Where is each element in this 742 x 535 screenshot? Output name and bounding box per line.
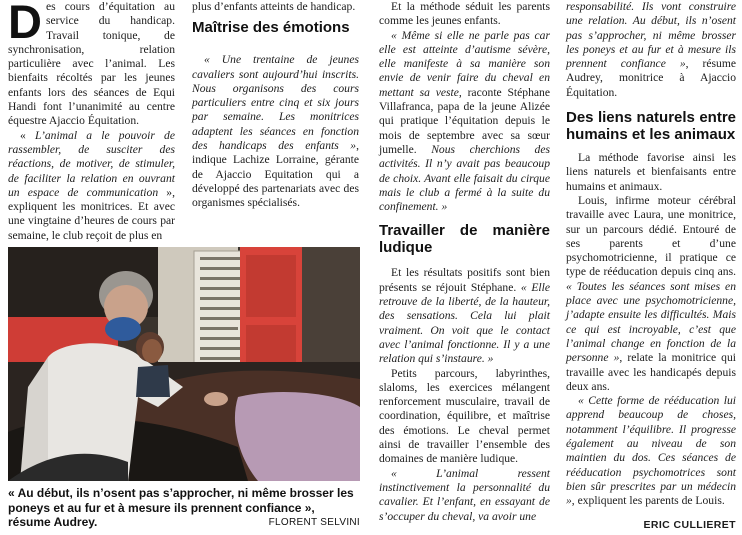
paragraph: « Une trentaine de jeunes cavaliers sont aujourd’hui inscrits. Nous organisons des cours particuliers entre cinq et six jours par semaine. Les monitrices adaptent les séances en fonction des handicaps des enfants », indique Lachize Lorraine, gérante de Ajaccio Equitation qui a développé des partenariats avec des organismes spécialisés. (192, 53, 359, 210)
subheading-ludique: Travailler de manière ludique (379, 222, 550, 257)
article-photo (8, 247, 360, 481)
paragraph: Et les résultats positifs sont bien présents se réjouit Stéphane. « Elle retrouve de la liberté, de la hauteur, des sensations. Cela lui plait vraiment. On voit que le contact avec l’animal fonctionne. Il y a une relation qui s’instaure. » (379, 266, 550, 366)
article-column-2 (192, 0, 359, 211)
paragraph: « L’animal ressent instinctivement la personnalité du cavalier. Et l’enfant, en essayant de s’occuper du cheval, va avoir une (379, 466, 550, 523)
paragraph: responsabilité. Ils vont construire une relation. Au début, ils n’osent pas s’approcher, ni même brosser les poneys et au fur et à mesure ils prennent confiance », résume Audrey, monitrice à Ajaccio Équitation. (566, 0, 736, 99)
photo-credit: FLORENT SELVINI (268, 517, 360, 528)
lead-paragraph: Des cours d’équitation au service du handicap. Travail tonique, de synchronisation, relation particulière avec l’animal. Les bienfaits récoltés par les jeunes enfants lors des séances de Equi Handi font l’unanimité au centre équestre Ajaccio Équitation. (8, 0, 175, 128)
paragraph: Petits parcours, labyrinthes, slaloms, les exercices mélangent renforcement musculaire, travail de coordination, équilibre, et maîtrise des émotions. Le cheval permet ainsi de travailler l’ensemble des domaines de manière ludique. (379, 366, 550, 466)
photo-illustration (8, 247, 360, 481)
article-column-1 (8, 0, 175, 243)
paragraph: La méthode favorise ainsi les liens naturels et bienfaisants entre humains et animaux. (566, 151, 736, 193)
paragraph: plus d’enfants atteints de handicap. (192, 0, 356, 13)
paragraph: Et la méthode séduit les parents comme les jeunes enfants. (379, 0, 550, 28)
author-signature: ERIC CULLIERET (643, 519, 736, 531)
paragraph: « L’animal a le pouvoir de rassembler, de susciter des réactions, de motiver, de stimuler, de faciliter la relation en ouvrant un espace de communication », expliquent les monitrices. Et avec une vingtaine d’heures de cours par semaine, le club reçoit de plus en (8, 128, 176, 242)
drop-cap: D (8, 0, 42, 48)
article-column-4 (566, 0, 736, 509)
article-column-3 (379, 0, 550, 524)
photo-caption: « Au début, ils n’osent pas s’approcher, ni même brosser les poneys et au fur et à mesure ils prennent confiance », résume Audrey. FLORENT SELVINI (8, 486, 360, 529)
subheading-liens: Des liens naturels entre humains et les animaux (566, 109, 736, 144)
paragraph: Louis, infirme moteur cérébral travaille avec Laura, une monitrice, sur un parcours dédié. Entouré de ses parents et d’une psychomotricienne, il pratique ce type de rééducation depuis cinq ans. « Toutes les séances sont mises en place avec une psychomotricienne, j’adapte ensuite les difficultés. Mais ce qui est incroyable, c’est que l’animal change en fonction de la personne », relate la monitrice qui travaille avec les handicapés depuis deux ans. (566, 193, 736, 393)
subheading-emotions: Maîtrise des émotions (192, 19, 350, 37)
paragraph: « Même si elle ne parle pas car elle est atteinte d’autisme sévère, elle manifeste à sa manière son envie de venir faire du cheval en mettant sa veste, raconte Stéphane Villafranca, papa de la jeune Alizée qui pratique l’équitation depuis le mois de septembre avec sa sœur jumelle. Nous cherchions des activités. Il n’y avait pas beaucoup de choix. Avant elle faisait du cirque mais le club a fermé à la suite du confinement. » (379, 28, 550, 214)
paragraph: « Cette forme de rééducation lui apprend beaucoup de choses, notamment l’équilibre. Il progresse également au niveau de son maintien du dos. Ces séances de rééducation psychomotrices sont bien sûr prescrites par un médecin », expliquent les parents de Louis. (566, 394, 736, 508)
